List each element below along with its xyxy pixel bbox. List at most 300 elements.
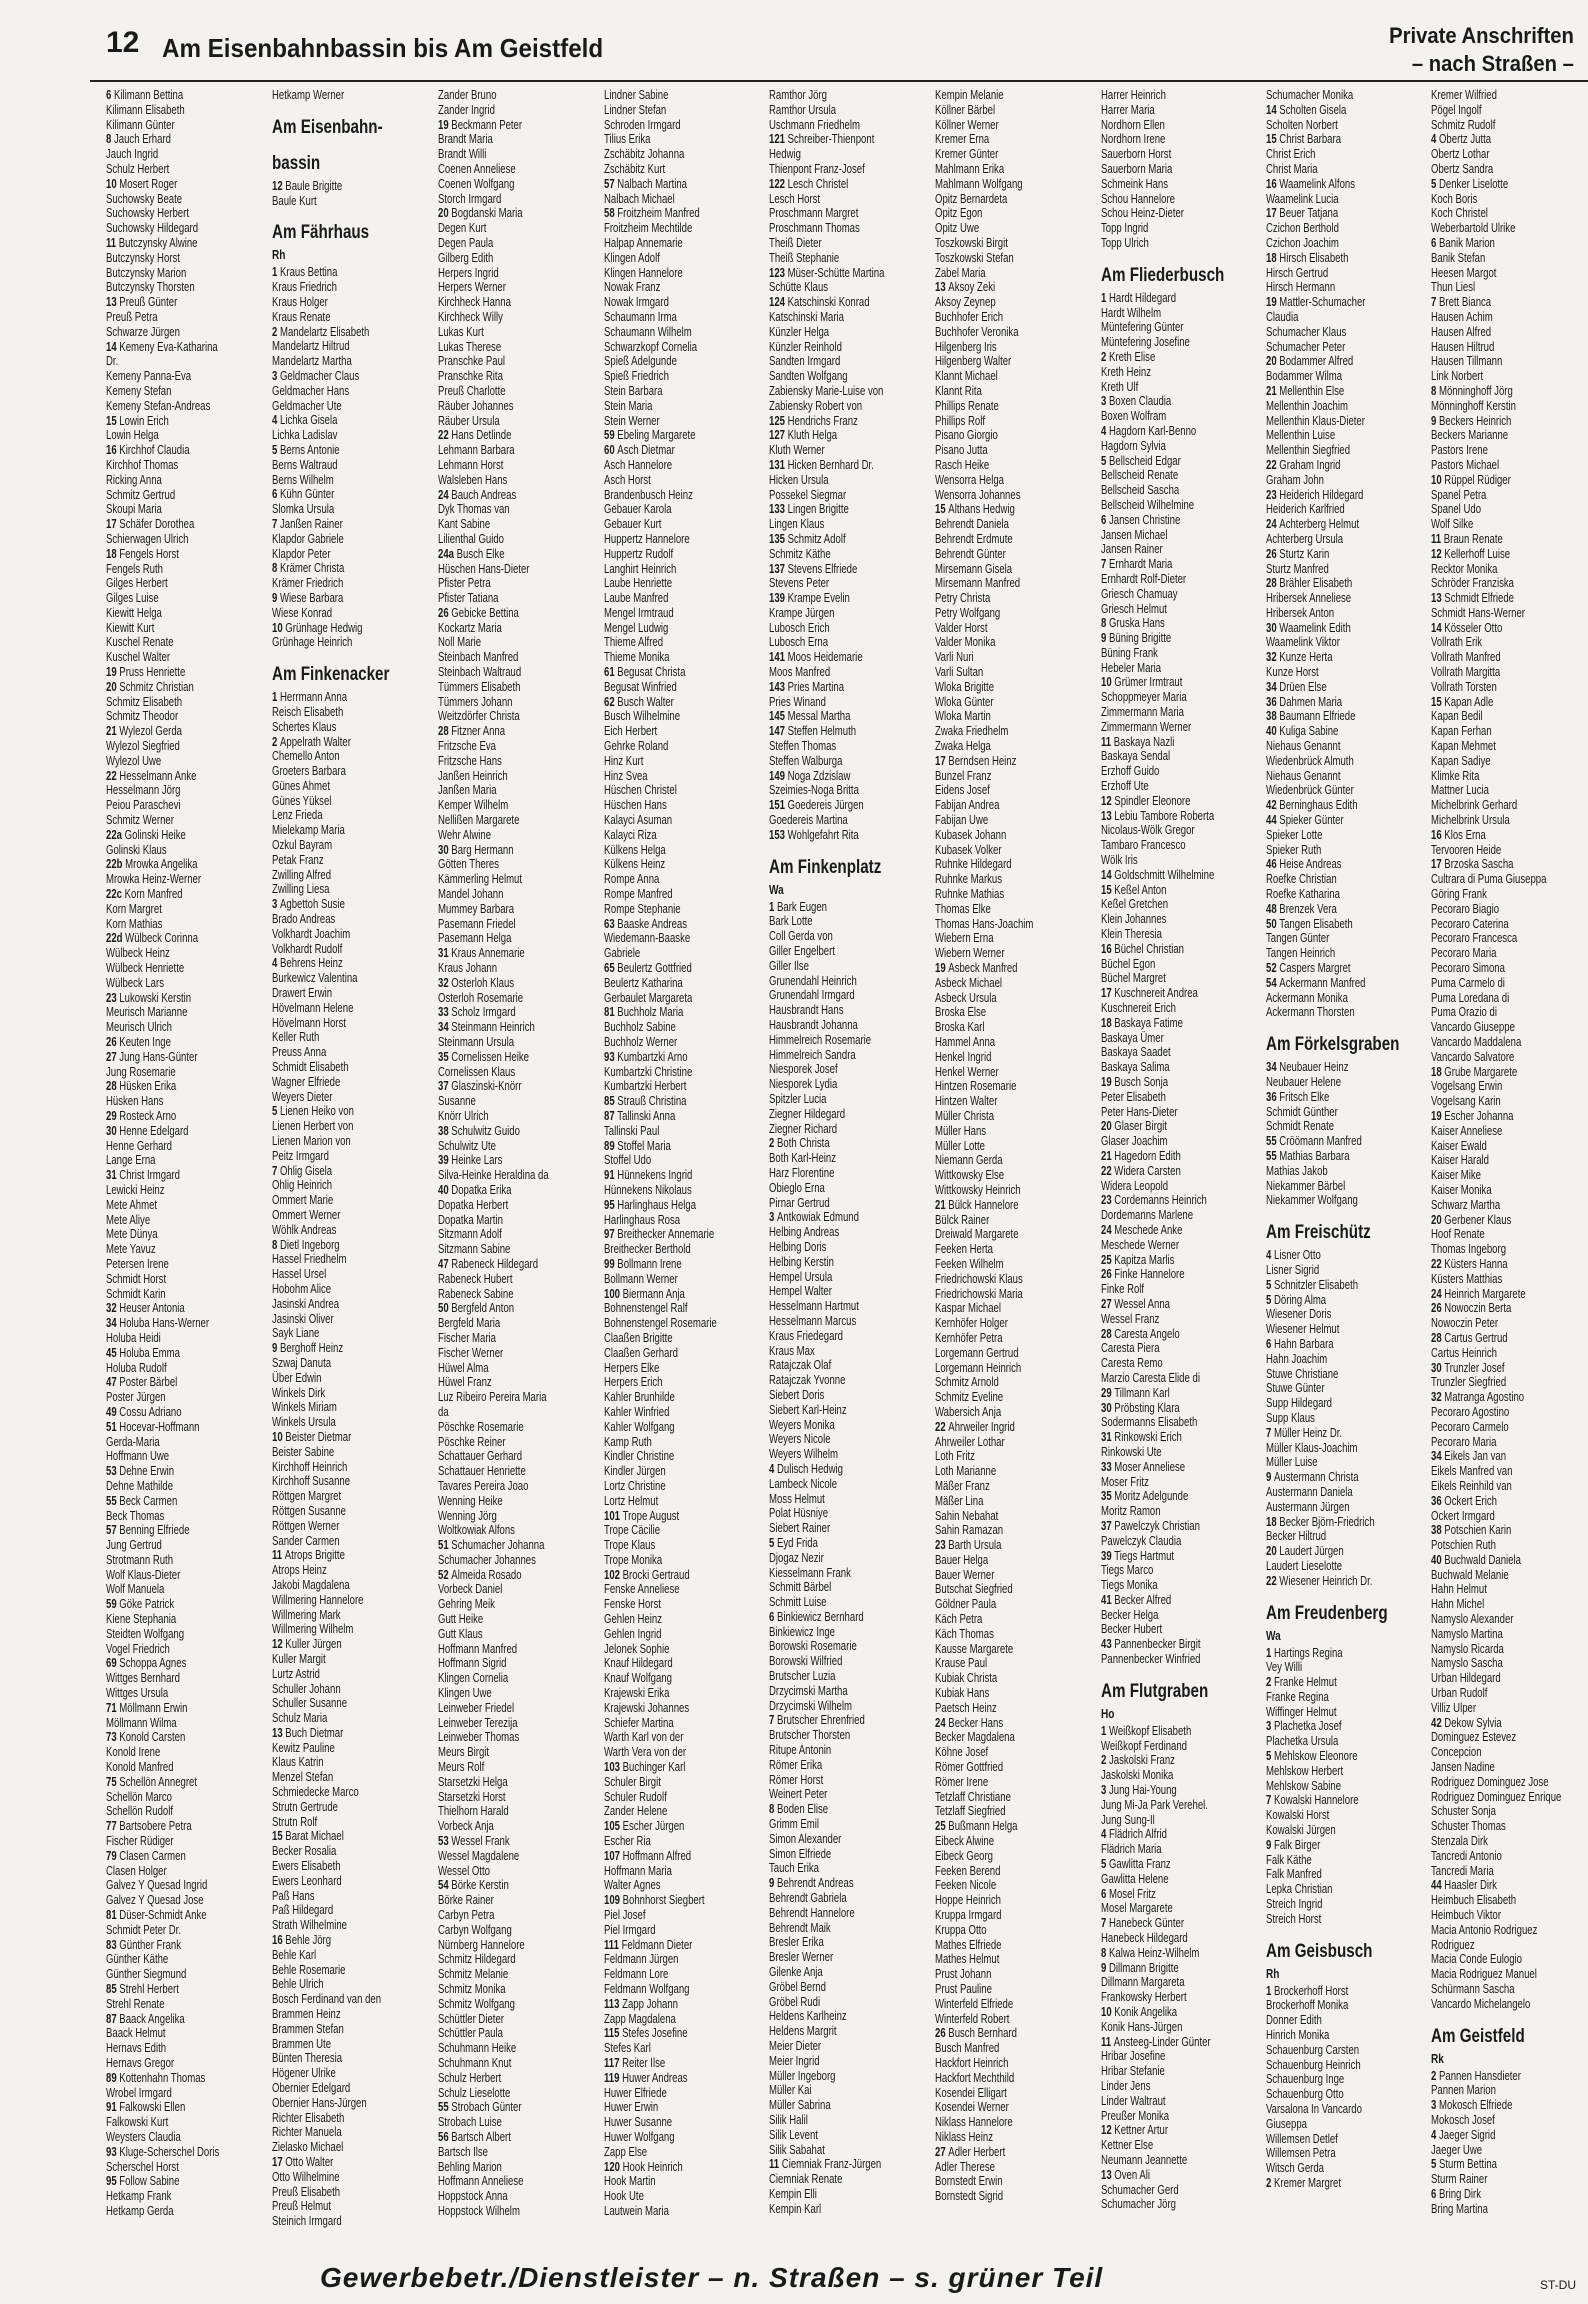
house-number: 31	[1101, 1430, 1115, 1445]
resident-name: Buchhofer Erich	[935, 309, 1004, 324]
resident-name: Gilberg Edith	[438, 250, 494, 265]
resident-entry	[935, 325, 1087, 340]
house-number: 4	[769, 1461, 777, 1476]
resident-name: Schuhmann Knut	[438, 2055, 512, 2070]
resident-entry	[1101, 424, 1253, 439]
resident-name: Kaiser Harald	[1431, 1153, 1489, 1168]
resident-entry	[272, 2051, 424, 2066]
resident-entry	[1431, 2202, 1583, 2217]
resident-entry	[272, 1208, 424, 1223]
resident-name: Schulz Lieselotte	[438, 2085, 511, 2100]
resident-name: Hausbrandt Johanna	[769, 1018, 858, 1033]
resident-entry	[106, 1079, 258, 1094]
resident-entry	[1266, 783, 1418, 798]
resident-name: Tiegs Monika	[1101, 1578, 1158, 1593]
resident-name: Wiese Konrad	[272, 605, 333, 620]
house-number: 30	[1431, 1360, 1445, 1375]
resident-entry	[1266, 709, 1418, 724]
resident-entry	[272, 1016, 424, 1031]
resident-name: Mattler-Schumacher	[1279, 295, 1366, 310]
resident-entry	[935, 917, 1087, 932]
resident-entry	[604, 1346, 756, 1361]
resident-entry	[438, 1124, 590, 1139]
resident-entry	[769, 221, 921, 236]
resident-entry	[935, 1938, 1087, 1953]
resident-entry	[769, 177, 921, 192]
resident-name: Klos Erna	[1444, 827, 1486, 842]
resident-entry	[1431, 1568, 1583, 1583]
resident-name: Jasinski Oliver	[272, 1311, 334, 1326]
resident-name: Vey Willi	[1266, 1660, 1303, 1675]
resident-entry	[604, 1745, 756, 1760]
resident-entry	[1266, 635, 1418, 650]
house-number: 21	[1266, 383, 1280, 398]
address-columns	[106, 88, 1588, 2238]
resident-entry	[935, 1153, 1087, 1168]
resident-entry	[935, 458, 1087, 473]
resident-entry	[935, 1272, 1087, 1287]
resident-name: Otto Wilhelmine	[272, 2169, 340, 2184]
resident-name: Hahn Joachim	[1266, 1351, 1328, 1366]
resident-entry	[438, 1790, 590, 1805]
resident-entry	[272, 517, 424, 532]
resident-entry	[935, 931, 1087, 946]
resident-name: Lortz Christine	[604, 1478, 666, 1493]
resident-name: Bergfeld Anton	[451, 1301, 515, 1316]
resident-entry	[935, 1124, 1087, 1139]
resident-name: Wylezol Gerda	[119, 724, 182, 739]
house-number: 11	[769, 2157, 782, 2172]
resident-name: Rinkowski Erich	[1114, 1430, 1182, 1445]
house-number: 11	[1101, 734, 1114, 749]
resident-name: Gawlitta Franz	[1108, 1857, 1171, 1872]
resident-entry	[1431, 1272, 1583, 1287]
resident-name: Fritzsche Hans	[438, 753, 502, 768]
resident-name: Krampe Jürgen	[769, 605, 835, 620]
house-number: 47	[438, 1256, 452, 1271]
resident-entry	[438, 310, 590, 325]
house-number: 40	[1431, 1552, 1445, 1567]
resident-name: Wittkowsky Heinrich	[935, 1182, 1021, 1197]
resident-entry	[1431, 665, 1583, 680]
house-number: 151	[769, 798, 788, 813]
resident-entry	[106, 1834, 258, 1849]
resident-name: Hahn Michel	[1431, 1597, 1485, 1612]
resident-name: Grünhage Heinrich	[272, 635, 353, 650]
resident-name: Zapp Johann	[622, 1996, 678, 2011]
resident-name: Tümmers Elisabeth	[438, 679, 521, 694]
resident-name: Degen Kurt	[438, 221, 487, 236]
resident-entry	[1266, 1660, 1418, 1675]
resident-entry	[272, 720, 424, 735]
resident-entry	[438, 1153, 590, 1168]
resident-entry	[438, 1864, 590, 1879]
resident-entry	[1266, 591, 1418, 606]
resident-entry	[1266, 650, 1418, 665]
resident-name: Glaser Joachim	[1101, 1134, 1168, 1149]
resident-name: Niekammer Wolfgang	[1266, 1193, 1358, 1208]
resident-name: Schmitt Luise	[769, 1595, 827, 1610]
resident-entry	[935, 88, 1087, 103]
resident-name: Rosteck Arno	[119, 1108, 177, 1123]
resident-entry	[1101, 147, 1253, 162]
house-number: 11	[272, 1548, 285, 1563]
resident-name: Kahler Wolfgang	[604, 1419, 675, 1434]
resident-name: Wiesener Doris	[1266, 1307, 1332, 1322]
resident-entry	[1266, 428, 1418, 443]
resident-name: Ratajczak Yvonne	[769, 1373, 846, 1388]
resident-entry	[272, 1829, 424, 1844]
resident-name: Grunendahl Irmgard	[769, 988, 855, 1003]
resident-name: Ackermann Manfred	[1279, 975, 1366, 990]
resident-entry	[272, 1134, 424, 1149]
resident-entry	[1101, 1282, 1253, 1297]
resident-name: Ernhardt Rolf-Dieter	[1101, 571, 1187, 586]
resident-name: Mokosch Josef	[1431, 2112, 1495, 2127]
resident-name: Büchel Egon	[1101, 956, 1156, 971]
house-number: 16	[272, 1933, 286, 1948]
resident-name: Rüppel Rüdiger	[1444, 472, 1511, 487]
resident-name: Kirchhof Thomas	[106, 457, 179, 472]
resident-name: Ozkul Bayram	[272, 838, 333, 853]
resident-name: Tetzlaff Siegfried	[935, 1804, 1006, 1819]
resident-name: Steinmann Heinrich	[451, 1020, 535, 1035]
resident-name: Winkels Dirk	[272, 1385, 326, 1400]
resident-entry	[106, 1449, 258, 1464]
resident-name: Hicken Ursula	[769, 472, 829, 487]
resident-name: Müntefering Günter	[1101, 320, 1184, 335]
resident-name: Toszkowski Stefan	[935, 250, 1014, 265]
resident-name: Bring Martina	[1431, 2201, 1488, 2216]
resident-entry	[438, 473, 590, 488]
resident-entry	[438, 443, 590, 458]
resident-name: Käch Petra	[935, 1612, 983, 1627]
street-heading: Am Geisbusch	[1266, 1940, 1373, 1962]
resident-name: Gebauer Karola	[604, 502, 672, 517]
resident-entry	[935, 132, 1087, 147]
resident-entry	[1101, 162, 1253, 177]
house-number: 28	[106, 1079, 120, 1094]
resident-name: Steinmann Ursula	[438, 1035, 515, 1049]
house-number: 13	[272, 1725, 286, 1740]
house-number: 53	[106, 1464, 120, 1479]
house-number: 22	[106, 768, 120, 783]
resident-entry	[1101, 1045, 1253, 1060]
resident-name: Kemeny Stefan-Andreas	[106, 398, 211, 413]
house-number: 5	[769, 1535, 777, 1550]
resident-name: Pastors Michael	[1431, 457, 1500, 472]
resident-name: Witsch Gerda	[1266, 2161, 1324, 2176]
resident-entry	[1431, 1582, 1583, 1597]
resident-name: Urban Hildegard	[1431, 1671, 1501, 1686]
resident-name: Himmelreich Sandra	[769, 1047, 856, 1062]
resident-name: Spitzler Lucia	[769, 1092, 827, 1106]
resident-name: Cossu Adriano	[119, 1404, 182, 1419]
resident-name: Lubosch Erna	[769, 635, 829, 650]
resident-entry	[438, 665, 590, 680]
resident-name: Lebiu Tambore Roberta	[1114, 808, 1215, 823]
house-number: 13	[106, 295, 120, 310]
resident-name: Appelrath Walter	[279, 734, 351, 749]
resident-name: Schwarzkopf Cornelia	[604, 339, 698, 354]
resident-name: Silik Sabahat	[769, 2142, 825, 2157]
resident-entry	[935, 310, 1087, 325]
resident-name: Lortz Helmut	[604, 1493, 659, 1508]
resident-name: Büchel Margret	[1101, 971, 1166, 986]
resident-entry	[935, 1656, 1087, 1671]
resident-entry	[769, 2009, 921, 2024]
resident-entry	[106, 754, 258, 769]
resident-entry	[935, 517, 1087, 532]
resident-entry	[769, 1758, 921, 1773]
resident-entry	[272, 1119, 424, 1134]
resident-name: Schütte Klaus	[769, 280, 829, 295]
resident-name: Scholten Norbert	[1266, 117, 1338, 132]
resident-name: Mathes Helmut	[935, 1952, 1000, 1967]
house-number: 36	[1266, 1089, 1280, 1104]
resident-name: Moritz Ramon	[1101, 1504, 1161, 1519]
resident-name: Trope Klaus	[604, 1538, 656, 1553]
resident-entry	[604, 887, 756, 902]
resident-entry	[769, 1373, 921, 1388]
resident-entry	[1431, 1509, 1583, 1524]
resident-name: Asbeck Manfred	[948, 961, 1018, 976]
resident-entry	[438, 1982, 590, 1997]
resident-entry	[769, 1033, 921, 1048]
resident-entry	[1431, 2143, 1583, 2158]
resident-name: Sahin Nebahat	[935, 1508, 999, 1523]
resident-entry	[272, 621, 424, 636]
resident-entry	[1101, 1193, 1253, 1208]
resident-entry	[769, 1551, 921, 1566]
house-number: 40	[438, 1182, 452, 1197]
house-number: 3	[272, 897, 280, 912]
resident-entry	[604, 2145, 756, 2160]
house-number: 11	[1431, 531, 1444, 546]
resident-name: Schumacher Gerd	[1101, 2182, 1179, 2197]
resident-entry	[1266, 1381, 1418, 1396]
resident-entry	[1101, 883, 1253, 898]
house-number: 6	[272, 487, 280, 502]
resident-entry	[604, 1997, 756, 2012]
resident-entry	[604, 2026, 756, 2041]
resident-entry	[1431, 635, 1583, 650]
resident-entry	[106, 798, 258, 813]
resident-entry	[769, 1950, 921, 1965]
resident-entry	[272, 853, 424, 868]
resident-entry	[604, 621, 756, 636]
resident-name: Hackfort Mechthild	[935, 2070, 1015, 2085]
resident-name: Römer Horst	[769, 1772, 824, 1787]
resident-name: Sturm Bettina	[1438, 2157, 1497, 2172]
resident-name: Lautwein Maria	[604, 2203, 669, 2218]
resident-entry	[935, 591, 1087, 606]
resident-name: Clasen Holger	[106, 1863, 167, 1878]
resident-entry	[438, 1301, 590, 1316]
resident-name: Obieglo Erna	[769, 1180, 825, 1195]
resident-entry	[769, 192, 921, 207]
resident-name: Supp Klaus	[1266, 1410, 1315, 1425]
house-number: 124	[769, 295, 788, 310]
house-number: 27	[935, 2144, 949, 2159]
resident-name: Vogelsang Karin	[1431, 1094, 1501, 1109]
resident-name: Caresta Piera	[1101, 1341, 1160, 1356]
street-heading: Am Förkelsgraben	[1266, 1034, 1400, 1056]
resident-entry	[1101, 823, 1253, 838]
resident-entry	[604, 384, 756, 399]
resident-name: Nalbach Martina	[617, 176, 688, 191]
resident-entry	[935, 532, 1087, 547]
resident-entry	[1266, 1293, 1418, 1308]
resident-name: Zimmermann Werner	[1101, 719, 1192, 734]
resident-name: Gruska Hans	[1108, 616, 1165, 631]
resident-entry	[769, 1832, 921, 1847]
house-number: 33	[1101, 1459, 1115, 1474]
resident-entry	[1101, 1460, 1253, 1475]
resident-entry	[438, 931, 590, 946]
resident-entry	[1266, 2117, 1418, 2132]
resident-entry	[1101, 1149, 1253, 1164]
resident-entry	[1431, 1760, 1583, 1775]
resident-name: Hoffmann Manfred	[438, 1641, 518, 1656]
resident-name: Pannenbecker Winfried	[1101, 1652, 1201, 1667]
resident-entry	[272, 369, 424, 384]
house-number: 42	[1266, 798, 1280, 813]
house-number: 100	[604, 1286, 623, 1301]
resident-name: Tauch Erika	[769, 1861, 820, 1876]
resident-entry	[1266, 2058, 1418, 2073]
resident-name: Niesporek Josef	[769, 1062, 838, 1077]
resident-entry	[272, 2096, 424, 2111]
resident-name: Hausen Alfred	[1431, 324, 1492, 339]
resident-entry	[1431, 1479, 1583, 1494]
resident-entry	[1266, 1352, 1418, 1367]
resident-entry	[604, 1124, 756, 1139]
house-number: 30	[1101, 1400, 1115, 1415]
resident-name: Banik Marion	[1438, 235, 1495, 250]
resident-name: Petry Wolfgang	[935, 605, 1001, 620]
resident-name: Lorgemann Heinrich	[935, 1360, 1022, 1375]
resident-name: Konold Carsten	[119, 1730, 186, 1745]
resident-entry	[604, 1301, 756, 1316]
resident-name: Hilgenberg Iris	[935, 339, 997, 354]
resident-entry	[1431, 458, 1583, 473]
resident-entry	[1431, 1257, 1583, 1272]
resident-name: Brenzek Vera	[1279, 901, 1337, 916]
resident-name: Kellerhoff Luise	[1444, 546, 1511, 561]
resident-entry	[1266, 221, 1418, 236]
resident-entry	[935, 2100, 1087, 2115]
resident-name: Eikels Jan van	[1444, 1449, 1507, 1464]
house-number: 24	[935, 1715, 949, 1730]
resident-entry	[769, 988, 921, 1003]
resident-name: Grunendahl Heinrich	[769, 973, 857, 988]
resident-name: Krajewski Johannes	[604, 1700, 690, 1715]
house-number: 122	[769, 176, 788, 191]
resident-name: Geldmacher Ute	[272, 398, 342, 413]
resident-entry	[272, 1859, 424, 1874]
resident-entry	[272, 1045, 424, 1060]
resident-entry	[1266, 1984, 1418, 1999]
resident-entry	[1431, 310, 1583, 325]
resident-name: Knauf Wolfgang	[604, 1671, 672, 1686]
resident-entry	[604, 206, 756, 221]
resident-name: Gebauer Kurt	[604, 517, 662, 532]
house-number: 7	[1266, 1425, 1274, 1440]
resident-name: Waamelink Edith	[1279, 620, 1351, 635]
resident-name: Goedereis Jürgen	[787, 798, 864, 813]
resident-entry	[438, 1035, 590, 1050]
resident-entry	[769, 2054, 921, 2069]
house-number: 87	[604, 1108, 618, 1123]
house-number: 11	[106, 235, 119, 250]
resident-entry	[438, 709, 590, 724]
resident-entry	[935, 635, 1087, 650]
resident-entry	[935, 709, 1087, 724]
resident-entry	[438, 813, 590, 828]
resident-entry	[438, 576, 590, 591]
resident-entry	[935, 147, 1087, 162]
resident-entry	[438, 1065, 590, 1080]
house-number: 12	[1101, 2123, 1115, 2138]
resident-name: Kirchheck Hanna	[438, 295, 511, 310]
resident-name: Kraus Bettina	[279, 265, 338, 280]
resident-entry	[1431, 680, 1583, 695]
resident-entry	[604, 266, 756, 281]
resident-entry	[1431, 1316, 1583, 1331]
resident-name: Spieker Ruth	[1266, 842, 1322, 857]
house-number: 1	[1101, 1723, 1109, 1738]
resident-entry	[438, 621, 590, 636]
house-number: 22b	[106, 857, 126, 872]
resident-entry	[1431, 1745, 1583, 1760]
resident-entry	[604, 1686, 756, 1701]
resident-entry	[272, 1075, 424, 1090]
resident-entry	[1101, 897, 1253, 912]
resident-name: Prust Pauline	[935, 1982, 992, 1996]
resident-name: Schumacher Peter	[1266, 339, 1346, 354]
resident-entry	[106, 1686, 258, 1701]
resident-entry	[1431, 1079, 1583, 1094]
resident-entry	[935, 2189, 1087, 2204]
resident-name: Jelonek Sophie	[604, 1641, 670, 1656]
resident-name: Kapan Mehmet	[1431, 739, 1496, 754]
resident-entry	[1431, 280, 1583, 295]
resident-entry	[1431, 1790, 1583, 1805]
resident-name: Grube Margarete	[1444, 1064, 1518, 1079]
resident-entry	[106, 1257, 258, 1272]
house-number: 5	[1101, 1857, 1109, 1872]
resident-entry	[272, 2007, 424, 2022]
resident-entry	[106, 902, 258, 917]
resident-name: Althans Hedwig	[948, 502, 1015, 517]
district-code: Wa	[769, 882, 784, 897]
resident-entry	[1266, 1515, 1418, 1530]
resident-entry	[1266, 872, 1418, 887]
resident-entry	[1101, 1119, 1253, 1134]
resident-name: Kempin Melanie	[935, 88, 1004, 102]
resident-name: Sandten Wolfgang	[769, 369, 848, 384]
house-number: 120	[604, 2159, 623, 2174]
resident-entry	[935, 1242, 1087, 1257]
resident-name: Weysters Claudia	[106, 2129, 181, 2144]
resident-name: Katschinski Konrad	[787, 295, 870, 310]
resident-entry	[1266, 369, 1418, 384]
resident-entry	[1101, 409, 1253, 424]
resident-entry	[1431, 1198, 1583, 1213]
resident-name: Lukas Therese	[438, 339, 502, 354]
resident-entry	[1431, 1375, 1583, 1390]
